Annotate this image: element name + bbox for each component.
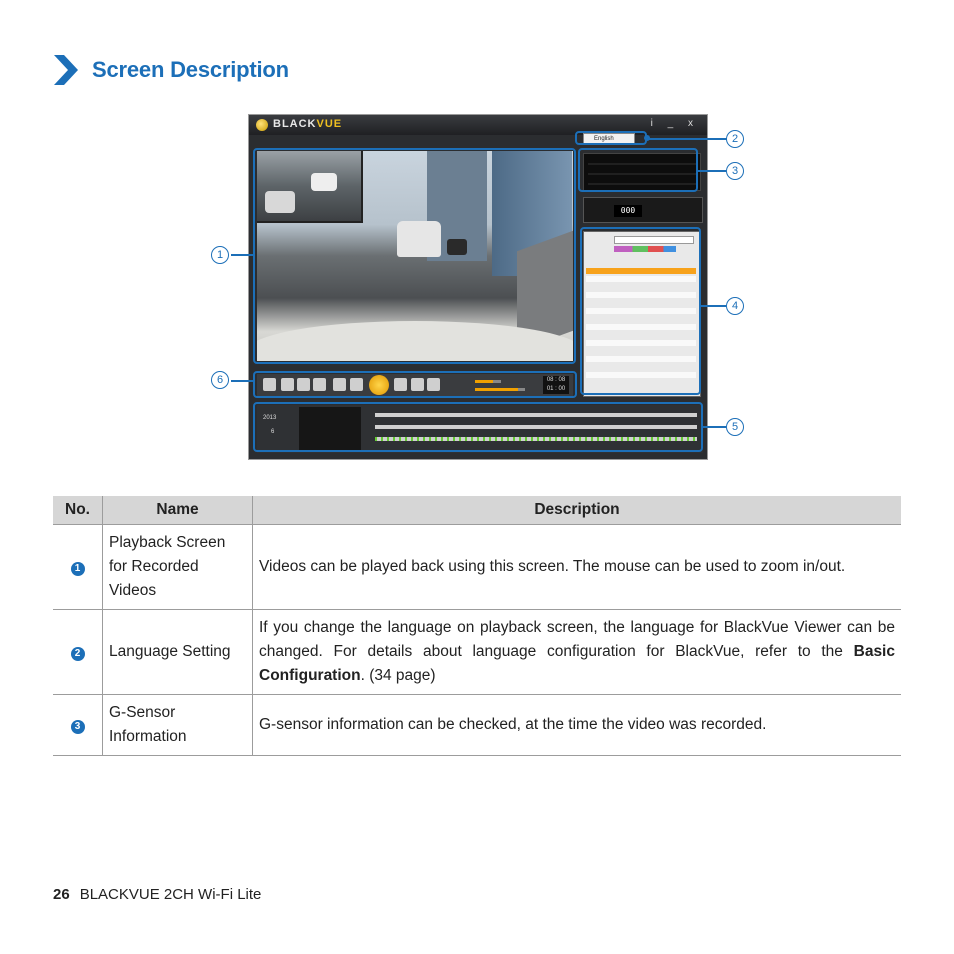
callout-leader-1 (231, 254, 255, 256)
blackvue-logo-icon (256, 119, 268, 131)
callout-leader-4 (701, 305, 726, 307)
callout-leader-3 (698, 170, 726, 172)
window-controls[interactable]: i _ x (650, 118, 699, 129)
callout-box-6 (253, 371, 577, 398)
table-row (53, 610, 901, 695)
row-name: G-Sensor Information (103, 695, 253, 756)
callout-leader-2 (647, 138, 727, 140)
time-readout: 08 : 08 01 : 00 (543, 376, 569, 394)
gps-speed-panel (583, 197, 703, 223)
callout-box-5 (253, 402, 703, 452)
calendar-year: 2013 (263, 415, 277, 421)
calendar-month: 6 (271, 429, 275, 435)
viewer-app-name: BLACKVUE (273, 118, 343, 130)
header-name: Name (103, 496, 253, 525)
row-number: 1 (53, 525, 103, 610)
table-row (53, 525, 901, 610)
description-table (53, 496, 901, 756)
row-number: 2 (53, 610, 103, 695)
table-header-row (53, 496, 901, 525)
row-description: G-sensor information can be checked, at the time the video was recorded. (253, 695, 902, 756)
callout-box-2 (575, 131, 647, 145)
product-name: BLACKVUE 2CH Wi-Fi Lite (79, 886, 262, 903)
callout-leader-5 (703, 426, 726, 428)
callout-leader-6 (231, 380, 255, 382)
chevron-right-icon (52, 55, 78, 85)
callout-number-1: 1 (211, 246, 229, 264)
row-name: Language Setting (103, 610, 253, 695)
callout-number-6: 6 (211, 371, 229, 389)
callout-number-3: 3 (726, 162, 744, 180)
table-row (53, 695, 901, 756)
section-heading (52, 55, 289, 85)
speed-digits: 000 (614, 205, 642, 217)
page-number: 26 (53, 886, 70, 903)
callout-number-2: 2 (726, 130, 744, 148)
row-description: If you change the language on playback screen, the language for BlackVue Viewer can be changed. For details about language configuration for BlackVue, refer to the Basic Configuration. (34 page) (253, 610, 902, 695)
row-description: Videos can be played back using this screen. The mouse can be used to zoom in/out. (253, 525, 902, 610)
callout-dot-2 (644, 135, 650, 141)
callout-number-5: 5 (726, 418, 744, 436)
row-number: 3 (53, 695, 103, 756)
page-title: Screen Description (92, 57, 289, 82)
callout-box-4 (580, 227, 701, 395)
language-select[interactable]: English (583, 133, 635, 144)
row-name: Playback Screen for Recorded Videos (103, 525, 253, 610)
header-description: Description (253, 496, 902, 525)
page-footer (53, 886, 261, 903)
header-no: No. (53, 496, 103, 525)
callout-box-3 (578, 148, 698, 192)
callout-box-1 (253, 148, 576, 364)
callout-number-4: 4 (726, 297, 744, 315)
